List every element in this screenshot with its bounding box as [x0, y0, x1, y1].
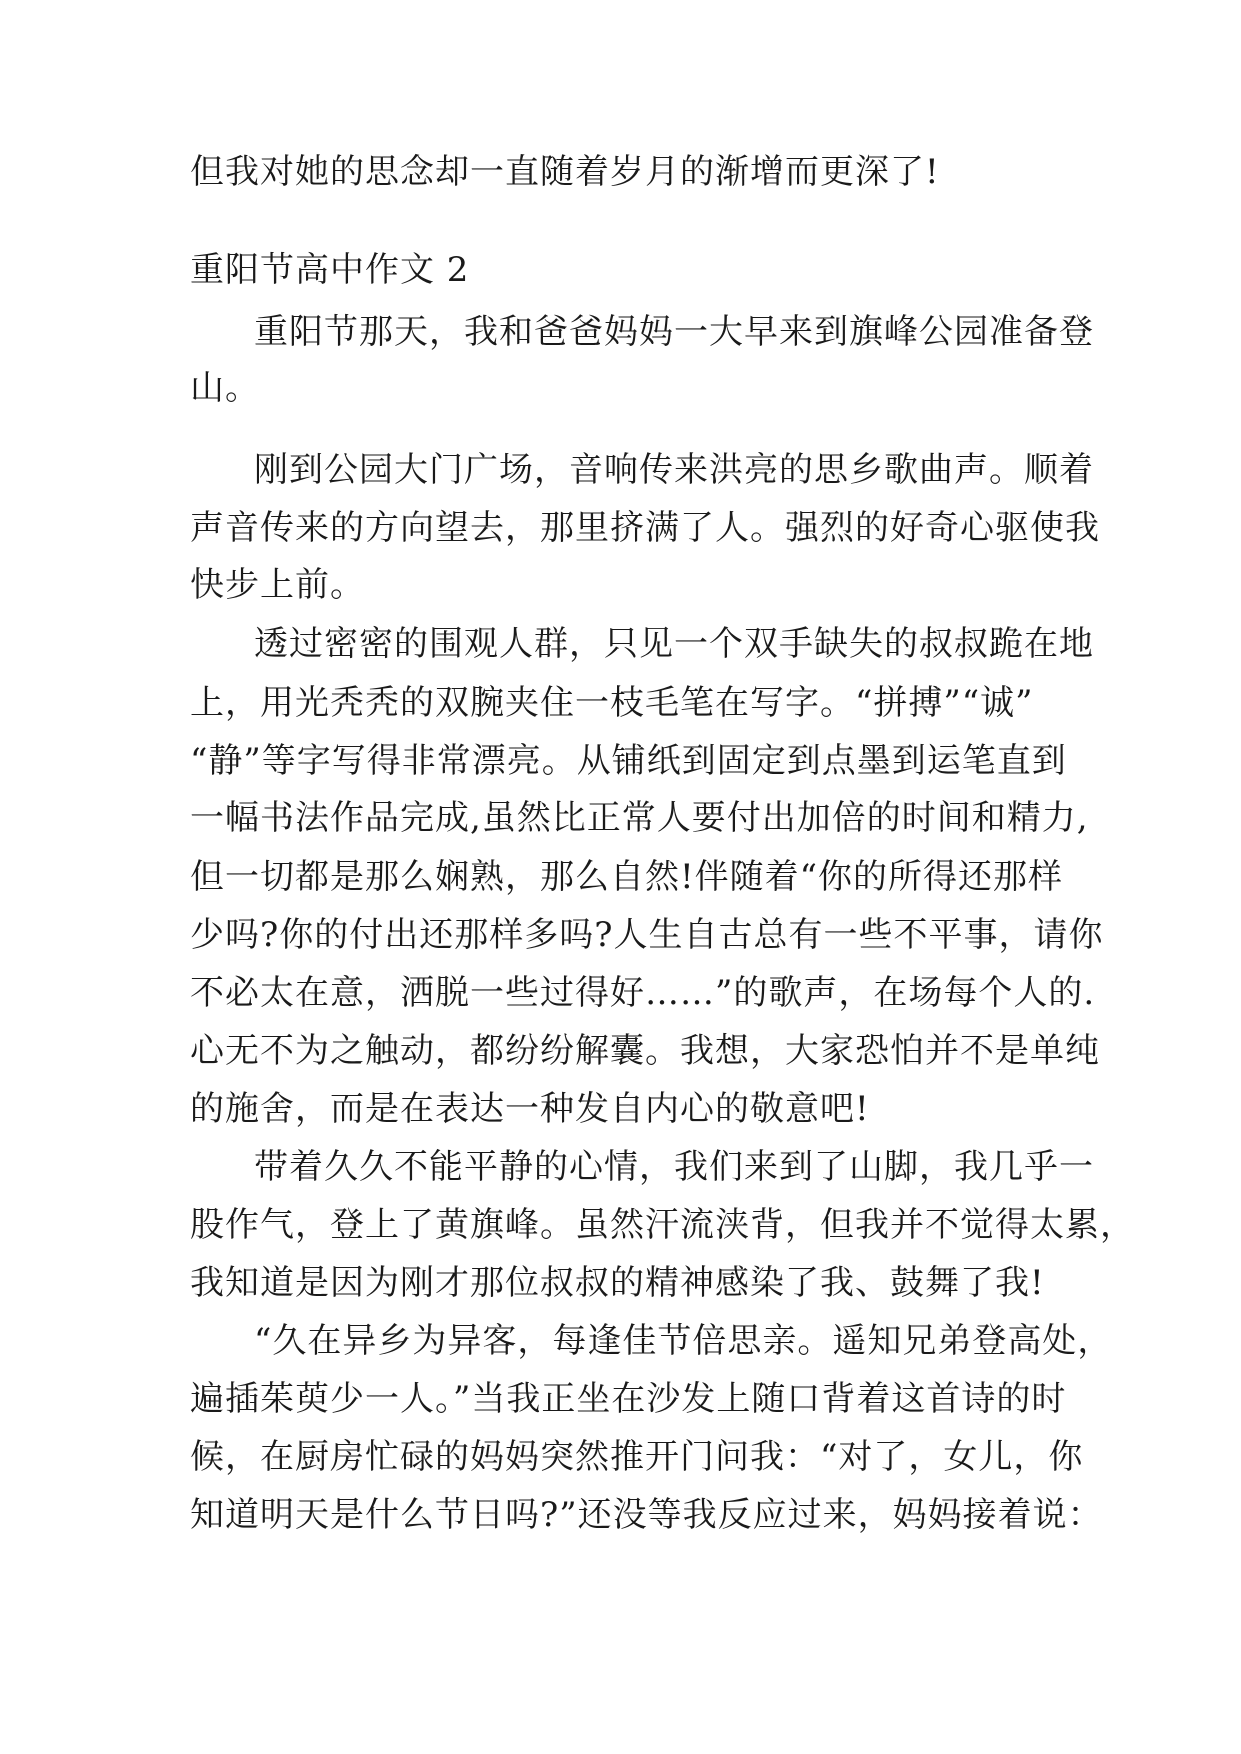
- text-line: 候，在厨房忙碌的妈妈突然推开门问我：“对了，女儿，你: [190, 1437, 1084, 1477]
- text-line: 但一切都是那么娴熟，那么自然!伴随着“你的所得还那样: [190, 857, 1064, 897]
- text-line: 重阳节那天，我和爸爸妈妈一大早来到旗峰公园准备登: [254, 312, 1094, 352]
- text-line: 透过密密的围观人群，只见一个双手缺失的叔叔跪在地: [254, 624, 1094, 664]
- text-line: 快步上前。: [190, 565, 365, 605]
- text-line: 山。: [190, 368, 260, 408]
- text-line: 的施舍，而是在表达一种发自内心的敬意吧!: [190, 1089, 870, 1129]
- text-line: 知道明天是什么节日吗?”还没等我反应过来，妈妈接着说：: [190, 1495, 1103, 1535]
- text-line: 上，用光秃秃的双腕夹住一枝毛笔在写字。“拼搏”“诚”: [190, 683, 1034, 723]
- text-line: 少吗?你的付出还那样多吗?人生自古总有一些不平事，请你: [190, 915, 1104, 955]
- text-line: 股作气，登上了黄旗峰。虽然汗流浃背，但我并不觉得太累，: [190, 1205, 1135, 1245]
- text-line: 遍插茱萸少一人。”当我正坐在沙发上随口背着这首诗的时: [190, 1379, 1067, 1419]
- text-line: 不必太在意，洒脱一些过得好……”的歌声，在场每个人的.: [190, 973, 1096, 1013]
- text-line: 但我对她的思念却一直随着岁月的渐增而更深了!: [190, 152, 940, 192]
- text-line: 心无不为之触动，都纷纷解囊。我想，大家恐怕并不是单纯: [190, 1031, 1100, 1071]
- text-line: 刚到公园大门广场，音响传来洪亮的思乡歌曲声。顺着: [254, 450, 1094, 490]
- text-line: 一幅书法作品完成,虽然比正常人要付出加倍的时间和精力,: [190, 798, 1089, 838]
- text-line: 我知道是因为刚才那位叔叔的精神感染了我、鼓舞了我!: [190, 1263, 1045, 1303]
- section-heading: 重阳节高中作文 2: [190, 250, 470, 290]
- text-line: “静”等字写得非常漂亮。从铺纸到固定到点墨到运笔直到: [190, 741, 1067, 781]
- text-line: 带着久久不能平静的心情，我们来到了山脚，我几乎一: [254, 1147, 1094, 1187]
- text-line: “久在异乡为异客，每逢佳节倍思亲。遥知兄弟登高处，: [254, 1321, 1113, 1361]
- text-line: 声音传来的方向望去，那里挤满了人。强烈的好奇心驱使我: [190, 508, 1100, 548]
